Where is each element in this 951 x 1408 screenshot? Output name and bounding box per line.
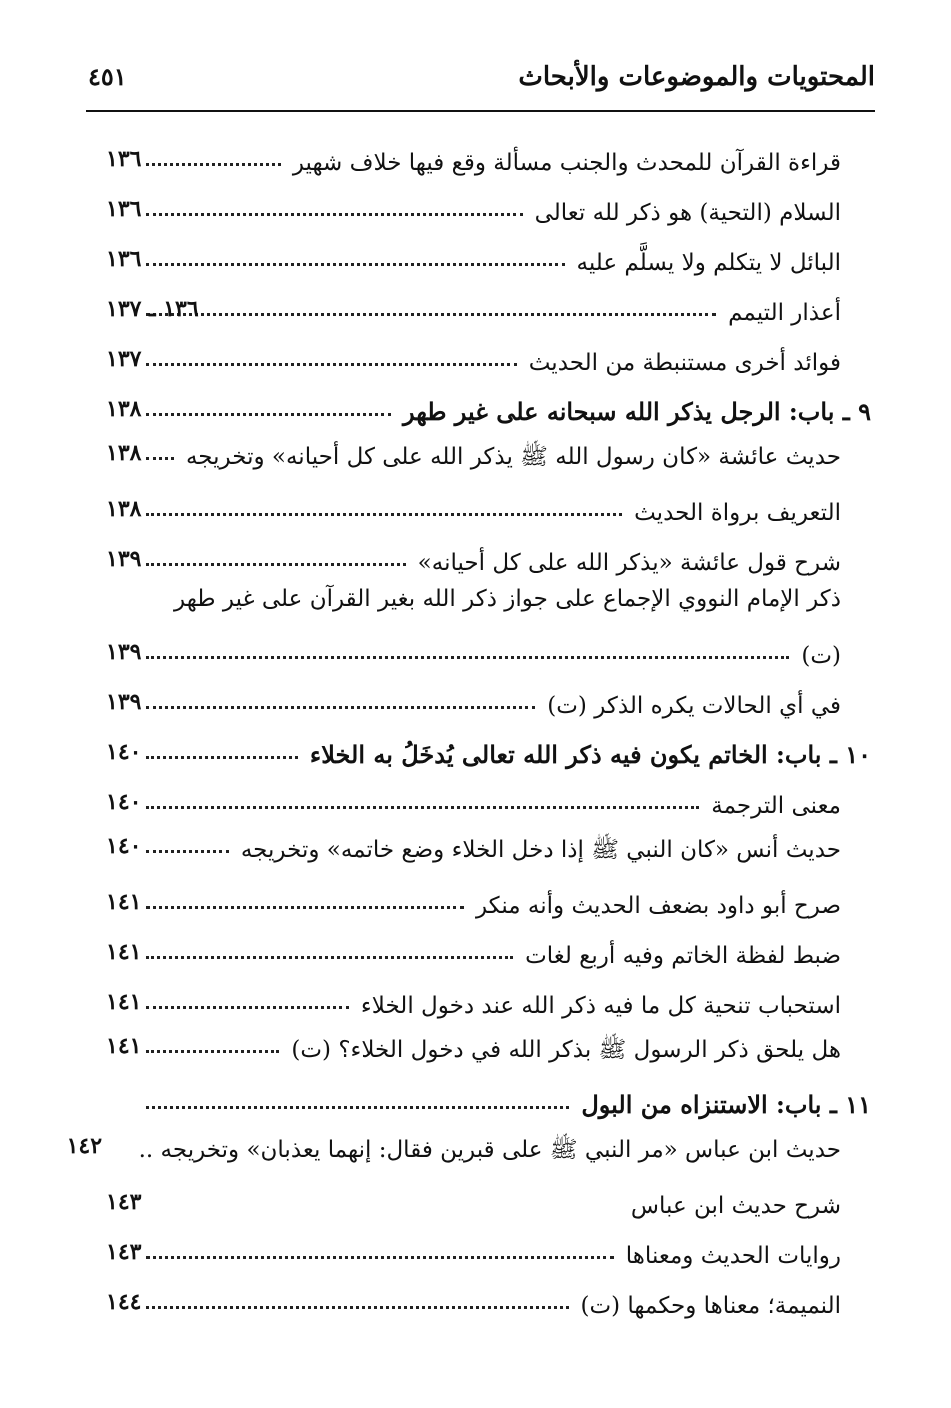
toc-entry [106, 875, 841, 925]
entry-row [66, 1133, 841, 1169]
dot-leader [146, 513, 622, 516]
entry-row [106, 835, 841, 869]
entry-title: شرح حديث ابن عباس [630, 1193, 841, 1219]
dot-leader [146, 1256, 614, 1259]
toc-entry [106, 1225, 841, 1275]
dot-leader [146, 1106, 569, 1109]
entry-row [106, 346, 841, 376]
entry-row [106, 889, 841, 919]
entry-row [106, 246, 841, 276]
entry-page-number: ١٤١ [106, 1033, 142, 1059]
entry-row [106, 789, 841, 819]
toc-entry [66, 1125, 841, 1175]
toc-entry [106, 975, 841, 1025]
entry-title: معنى الترجمة [711, 793, 841, 819]
entry-page-number: ١٣٩ [106, 639, 142, 665]
chapter-heading-entry [106, 382, 871, 432]
entry-title: فوائد أخرى مستنبطة من الحديث [528, 350, 841, 376]
entry-row [106, 939, 841, 969]
entry-page-number: ١٤١ [106, 889, 142, 915]
toc-entry [106, 332, 841, 382]
entry-row [106, 146, 841, 176]
chapter-heading-entry [106, 1075, 871, 1125]
toc-entry [106, 1275, 841, 1325]
entry-title: النميمة؛ معناها وحكمها (ت) [580, 1293, 841, 1319]
entry-title: صرح أبو داود بضعف الحديث وأنه منكر [475, 893, 841, 919]
entry-title: السلام (التحية) هو ذكر لله تعالى [534, 200, 841, 226]
entry-row [106, 1239, 841, 1269]
entry-page-number: ١٤٤ [106, 1289, 142, 1315]
entry-title: حديث ابن عباس «مر النبي ﷺ على قبرين فقال: إنهما يعذبان» وتخريجه .. [138, 1137, 841, 1163]
entry-row [106, 1090, 871, 1119]
entry-page-number: ١٤٣ [106, 1189, 142, 1215]
entry-page-number: ١٣٦ ـ ١٣٧ [106, 296, 199, 322]
page-number: ٤٥١ [88, 62, 127, 91]
dot-leader [146, 756, 298, 759]
entry-row [106, 639, 841, 669]
toc-entry [106, 675, 841, 725]
toc-entry [106, 232, 841, 282]
dot-leader [146, 263, 565, 266]
entry-page-number: ١٣٦ [106, 146, 142, 172]
entry-title: (ت) [801, 643, 841, 669]
entry-title: أعذار التيمم [728, 300, 841, 326]
chapter-heading-entry [106, 725, 871, 775]
dot-leader [146, 906, 464, 909]
dot-leader [146, 656, 789, 659]
entry-title: روايات الحديث ومعناها [625, 1243, 841, 1269]
toc-entry [106, 482, 841, 532]
dot-leader [146, 563, 406, 566]
toc-entry [106, 182, 841, 232]
dot-leader [146, 413, 391, 416]
entry-row [106, 442, 841, 476]
entry-row [106, 1289, 841, 1319]
entry-row [106, 740, 871, 769]
entry-page-number: ١٤١ [106, 939, 142, 965]
entry-page-number: ١٣٩ [106, 689, 142, 715]
entry-page-number: ١٣٨ [106, 440, 142, 466]
dot-leader [146, 213, 523, 216]
entry-row [106, 296, 841, 326]
entry-title: حديث عائشة «كان رسول الله ﷺ يذكر الله على كل أحيانه» وتخريجه [185, 444, 841, 470]
entry-page-number: ١٣٨ [106, 496, 142, 522]
entry-row [106, 1189, 841, 1219]
toc-entry [106, 582, 841, 675]
entry-row [106, 989, 841, 1019]
table-of-contents [66, 132, 871, 1325]
toc-entry [106, 432, 841, 482]
entry-title: التعريف برواة الحديث [634, 500, 841, 526]
entry-title: استحباب تنحية كل ما فيه ذكر الله عند دخول الخلاء [360, 993, 841, 1019]
chapter-title: ١١ ـ باب: الاستنزاه من البول [581, 1090, 871, 1119]
entry-title: حديث أنس «كان النبي ﷺ إذا دخل الخلاء وضع خاتمه» وتخريجه [240, 837, 841, 863]
entry-title: هل يلحق ذكر الرسول ﷺ بذكر الله في دخول الخلاء؟ (ت) [291, 1037, 841, 1063]
toc-entry [106, 925, 841, 975]
toc-entry [106, 825, 841, 875]
toc-entry [106, 1025, 841, 1075]
entry-page-number: ١٣٦ [106, 196, 142, 222]
toc-entry [106, 132, 841, 182]
entry-row [106, 546, 841, 576]
entry-page-number: ١٣٦ [106, 246, 142, 272]
dot-leader [146, 163, 281, 166]
toc-entry [106, 1175, 841, 1225]
chapter-title: ١٠ ـ باب: الخاتم يكون فيه ذكر الله تعالى يُدخَلُ به الخلاء [309, 740, 871, 769]
entry-row [106, 1035, 841, 1069]
entry-page-number: ١٤٢ [66, 1133, 103, 1159]
dot-leader [146, 363, 517, 366]
entry-page-number: ١٤٠ [106, 833, 142, 859]
entry-row [106, 196, 841, 226]
entry-page-number: ١٤٣ [106, 1239, 142, 1265]
chapter-title: ٩ ـ باب: الرجل يذكر الله سبحانه على غير طهر [403, 397, 871, 426]
entry-row [106, 496, 841, 526]
entry-title-line1: ذكر الإمام النووي الإجماع على جواز ذكر الله بغير القرآن على غير طهر [174, 586, 841, 612]
toc-entry [106, 282, 841, 332]
entry-row [106, 397, 871, 426]
entry-page-number: ١٤٠ [106, 739, 142, 765]
dot-leader [146, 956, 513, 959]
entry-title: في أي الحالات يكره الذكر (ت) [547, 693, 841, 719]
dot-leader [146, 850, 229, 853]
dot-leader [146, 1006, 349, 1009]
dot-leader [146, 457, 174, 460]
page-header [88, 62, 875, 110]
entry-page-number: ١٤١ [106, 989, 142, 1015]
dot-leader [146, 806, 699, 809]
entry-page-number: ١٣٨ [106, 396, 142, 422]
entry-title: ضبط لفظة الخاتم وفيه أربع لغات [525, 943, 841, 969]
dot-leader [146, 1050, 279, 1053]
dot-leader [146, 706, 535, 709]
entry-title: شرح قول عائشة «يذكر الله على كل أحيانه» [417, 550, 841, 576]
entry-page-number: ١٣٧ [106, 346, 142, 372]
dot-leader [146, 1306, 569, 1309]
header-rule [86, 110, 875, 112]
entry-title: قراءة القرآن للمحدث والجنب مسألة وقع فيها خلاف شهير [292, 150, 841, 176]
entry-page-number: ١٤٠ [106, 789, 142, 815]
entry-title: البائل لا يتكلم ولا يسلَّم عليه [576, 250, 841, 276]
running-title: المحتويات والموضوعات والأبحاث [518, 62, 875, 92]
toc-entry [106, 532, 841, 582]
dot-leader [146, 313, 716, 316]
entry-page-number: ١٣٩ [106, 546, 142, 572]
toc-entry [106, 775, 841, 825]
entry-row [106, 689, 841, 719]
